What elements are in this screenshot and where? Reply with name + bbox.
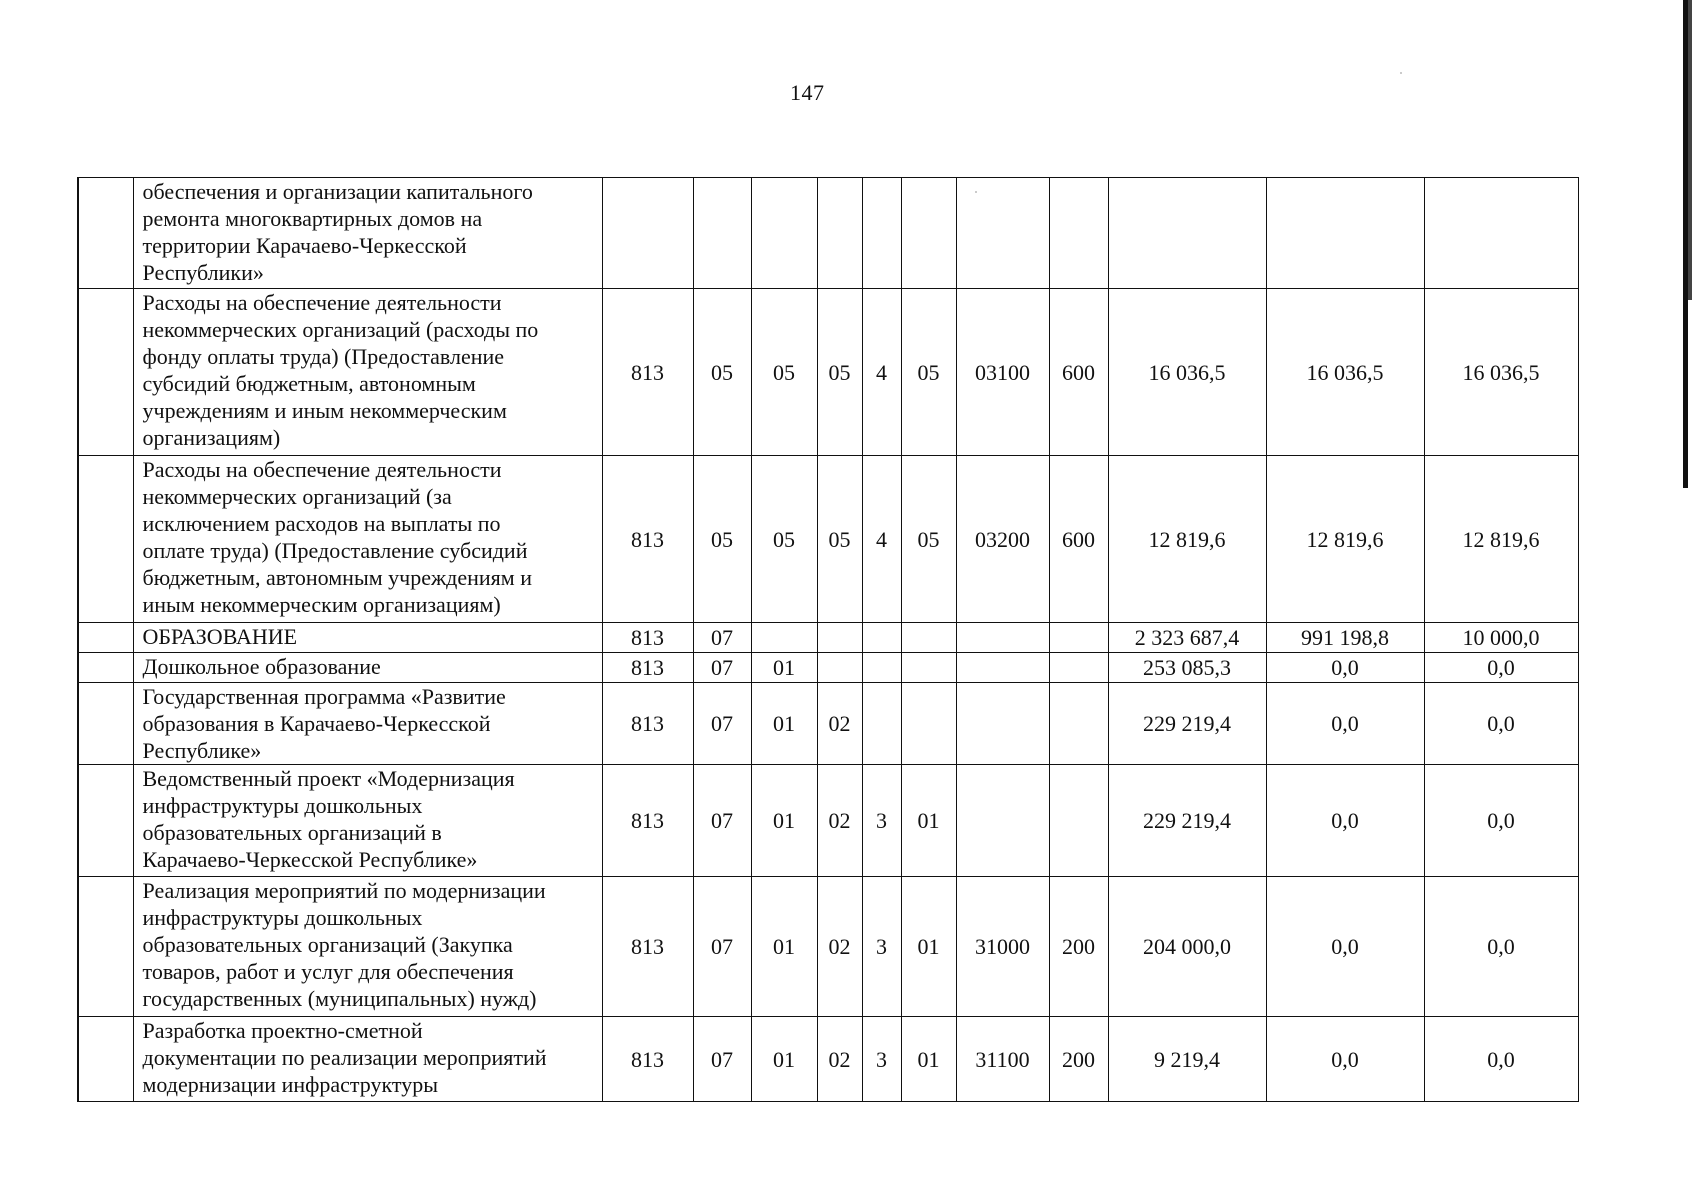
ministry-code-cell: 813 <box>602 623 693 653</box>
table-row <box>78 653 1578 683</box>
program-code-cell: 05 <box>817 456 862 623</box>
direction-code-cell: 3 <box>862 765 901 877</box>
amount-year3-cell: 0,0 <box>1424 877 1578 1017</box>
row-number-cell <box>78 289 133 456</box>
amount-year2-cell: 0,0 <box>1266 765 1424 877</box>
amount-year2-cell: 991 198,8 <box>1266 623 1424 653</box>
ministry-code-cell: 813 <box>602 683 693 765</box>
budget-table <box>77 177 1579 1102</box>
direction-code-cell: 4 <box>862 456 901 623</box>
expense-type-cell: 600 <box>1049 456 1108 623</box>
ministry-code-cell: 813 <box>602 456 693 623</box>
expense-direction-cell: 31000 <box>956 877 1049 1017</box>
project-code-cell <box>901 178 956 289</box>
amount-year3-cell: 0,0 <box>1424 653 1578 683</box>
item-name-cell: Разработка проектно-сметной документации по реализации мероприятий модернизации инфраструктуры <box>133 1017 602 1102</box>
expense-direction-cell <box>956 683 1049 765</box>
amount-year1-cell: 204 000,0 <box>1108 877 1266 1017</box>
item-name-cell: Дошкольное образование <box>133 653 602 683</box>
amount-year1-cell: 253 085,3 <box>1108 653 1266 683</box>
subsection-code-cell: 05 <box>751 289 817 456</box>
expense-type-cell: 200 <box>1049 1017 1108 1102</box>
program-code-cell: 05 <box>817 289 862 456</box>
program-code-cell: 02 <box>817 765 862 877</box>
row-number-cell <box>78 623 133 653</box>
ministry-code-cell: 813 <box>602 1017 693 1102</box>
project-code-cell: 05 <box>901 289 956 456</box>
section-code-cell: 07 <box>693 623 751 653</box>
row-number-cell <box>78 683 133 765</box>
subsection-code-cell: 05 <box>751 456 817 623</box>
item-name-cell: Ведомственный проект «Модернизация инфраструктуры дошкольных образовательных организаций в Карачаево-Черкесской Республике» <box>133 765 602 877</box>
project-code-cell <box>901 623 956 653</box>
amount-year1-cell: 9 219,4 <box>1108 1017 1266 1102</box>
project-code-cell: 01 <box>901 765 956 877</box>
item-name-cell: ОБРАЗОВАНИЕ <box>133 623 602 653</box>
subsection-code-cell: 01 <box>751 683 817 765</box>
item-name-cell: Расходы на обеспечение деятельности некоммерческих организаций (за исключением расходов на выплаты по оплате труда) (Предоставление субсидий бюджетным, автономным учреждениям и иным некоммерческим организациям) <box>133 456 602 623</box>
subsection-code-cell: 01 <box>751 1017 817 1102</box>
amount-year1-cell: 229 219,4 <box>1108 765 1266 877</box>
table-row <box>78 623 1578 653</box>
amount-year3-cell: 0,0 <box>1424 683 1578 765</box>
amount-year2-cell: 0,0 <box>1266 877 1424 1017</box>
amount-year2-cell: 0,0 <box>1266 683 1424 765</box>
row-number-cell <box>78 1017 133 1102</box>
subsection-code-cell: 01 <box>751 765 817 877</box>
amount-year3-cell: 10 000,0 <box>1424 623 1578 653</box>
amount-year1-cell: 16 036,5 <box>1108 289 1266 456</box>
expense-type-cell <box>1049 623 1108 653</box>
expense-type-cell <box>1049 683 1108 765</box>
expense-direction-cell <box>956 623 1049 653</box>
section-code-cell: 07 <box>693 765 751 877</box>
expense-type-cell: 200 <box>1049 877 1108 1017</box>
project-code-cell: 01 <box>901 877 956 1017</box>
direction-code-cell <box>862 178 901 289</box>
project-code-cell: 05 <box>901 456 956 623</box>
amount-year3-cell <box>1424 178 1578 289</box>
direction-code-cell: 3 <box>862 1017 901 1102</box>
item-name-cell: обеспечения и организации капитального ремонта многоквартирных домов на территории Карачаево-Черкесской Республики» <box>133 178 602 289</box>
amount-year3-cell: 0,0 <box>1424 765 1578 877</box>
amount-year2-cell: 0,0 <box>1266 1017 1424 1102</box>
expense-type-cell <box>1049 765 1108 877</box>
expense-type-cell: 600 <box>1049 289 1108 456</box>
direction-code-cell <box>862 683 901 765</box>
project-code-cell: 01 <box>901 1017 956 1102</box>
row-number-cell <box>78 456 133 623</box>
section-code-cell: 05 <box>693 289 751 456</box>
section-code-cell: 05 <box>693 456 751 623</box>
section-code-cell: 07 <box>693 877 751 1017</box>
program-code-cell: 02 <box>817 683 862 765</box>
section-code-cell <box>693 178 751 289</box>
subsection-code-cell <box>751 178 817 289</box>
program-code-cell <box>817 178 862 289</box>
project-code-cell <box>901 683 956 765</box>
row-number-cell <box>78 653 133 683</box>
amount-year1-cell: 2 323 687,4 <box>1108 623 1266 653</box>
amount-year1-cell <box>1108 178 1266 289</box>
amount-year3-cell: 0,0 <box>1424 1017 1578 1102</box>
ministry-code-cell: 813 <box>602 877 693 1017</box>
project-code-cell <box>901 653 956 683</box>
expense-direction-cell <box>956 653 1049 683</box>
amount-year2-cell: 0,0 <box>1266 653 1424 683</box>
scan-speck <box>1400 72 1402 74</box>
table-row <box>78 765 1578 877</box>
subsection-code-cell <box>751 623 817 653</box>
amount-year2-cell: 16 036,5 <box>1266 289 1424 456</box>
ministry-code-cell <box>602 178 693 289</box>
amount-year1-cell: 229 219,4 <box>1108 683 1266 765</box>
direction-code-cell: 3 <box>862 877 901 1017</box>
amount-year3-cell: 12 819,6 <box>1424 456 1578 623</box>
row-number-cell <box>78 877 133 1017</box>
direction-code-cell <box>862 623 901 653</box>
expense-type-cell <box>1049 178 1108 289</box>
program-code-cell: 02 <box>817 877 862 1017</box>
scan-edge-mark <box>1688 0 1692 300</box>
ministry-code-cell: 813 <box>602 289 693 456</box>
section-code-cell: 07 <box>693 683 751 765</box>
program-code-cell <box>817 653 862 683</box>
amount-year2-cell <box>1266 178 1424 289</box>
amount-year3-cell: 16 036,5 <box>1424 289 1578 456</box>
expense-type-cell <box>1049 653 1108 683</box>
row-number-cell <box>78 765 133 877</box>
direction-code-cell <box>862 653 901 683</box>
table-row <box>78 877 1578 1017</box>
subsection-code-cell: 01 <box>751 653 817 683</box>
subsection-code-cell: 01 <box>751 877 817 1017</box>
item-name-cell: Расходы на обеспечение деятельности некоммерческих организаций (расходы по фонду оплаты труда) (Предоставление субсидий бюджетным, автономным учреждениям и иным некоммерческим организациям) <box>133 289 602 456</box>
expense-direction-cell: 03100 <box>956 289 1049 456</box>
page-number: 147 <box>790 80 825 105</box>
amount-year1-cell: 12 819,6 <box>1108 456 1266 623</box>
row-number-cell <box>78 178 133 289</box>
expense-direction-cell: 03200 <box>956 456 1049 623</box>
ministry-code-cell: 813 <box>602 765 693 877</box>
table-row <box>78 178 1578 289</box>
expense-direction-cell: 31100 <box>956 1017 1049 1102</box>
section-code-cell: 07 <box>693 1017 751 1102</box>
direction-code-cell: 4 <box>862 289 901 456</box>
amount-year2-cell: 12 819,6 <box>1266 456 1424 623</box>
ministry-code-cell: 813 <box>602 653 693 683</box>
program-code-cell <box>817 623 862 653</box>
item-name-cell: Реализация мероприятий по модернизации инфраструктуры дошкольных образовательных организаций (Закупка товаров, работ и услуг для обеспечения государственных (муниципальных) нужд) <box>133 877 602 1017</box>
item-name-cell: Государственная программа «Развитие образования в Карачаево-Черкесской Республике» <box>133 683 602 765</box>
expense-direction-cell <box>956 178 1049 289</box>
program-code-cell: 02 <box>817 1017 862 1102</box>
expense-direction-cell <box>956 765 1049 877</box>
section-code-cell: 07 <box>693 653 751 683</box>
table-row <box>78 683 1578 765</box>
table-row <box>78 456 1578 623</box>
table-row <box>78 289 1578 456</box>
table-row <box>78 1017 1578 1102</box>
